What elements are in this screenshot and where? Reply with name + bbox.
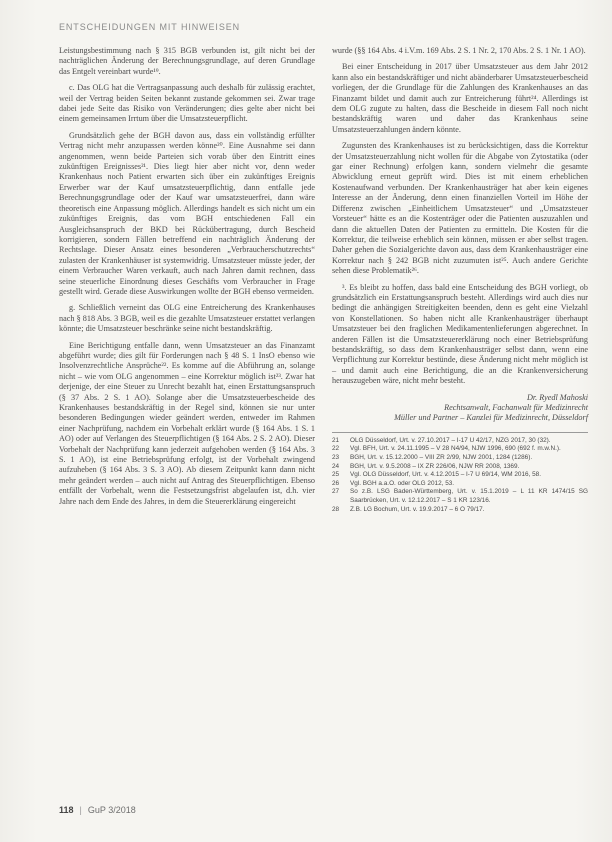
paragraph: g. Schließlich verneint das OLG eine Entreicherung des Krankenhauses nach § 818 Abs. 3 BGB, weil es die gezahlte Umsatzsteuer erstattet verlangen könnte; die Umsatzsteuer beschränke seine nicht bestandskräftig. <box>59 303 315 334</box>
author-block <box>332 393 588 424</box>
paragraph: wurde (§§ 164 Abs. 4 i.V.m. 169 Abs. 2 S. 1 Nr. 2, 170 Abs. 2 S. 1 Nr. 1 AO). <box>332 46 586 55</box>
running-header: ENTSCHEIDUNGEN MIT HINWEISEN <box>59 22 241 32</box>
footnote-text: Z.B. LG Bochum, Urt. v. 19.9.2017 – 6 O 79/17. <box>350 505 485 513</box>
footnote-item <box>332 471 588 480</box>
footnote-divider <box>332 432 588 433</box>
footnote-number: 24 <box>332 462 340 470</box>
footnote-item <box>332 437 588 446</box>
footnote-item <box>332 506 588 515</box>
paragraph: Leistungsbestimmung nach § 315 BGB verbunden ist, gilt nicht bei der nachträglichen Änderung der Berechnungsgrundlage, auf deren Grundlage das Entgelt vereinbart wurde¹⁹. <box>59 46 315 76</box>
footnotes <box>332 437 588 514</box>
footnote-number: 21 <box>332 436 340 444</box>
footnote-number: 23 <box>332 454 340 461</box>
footnote-item <box>332 454 588 463</box>
paragraph: ³. Es bleibt zu hoffen, dass bald eine Entscheidung des BGH vorliegt, ob grundsätzlich ein Erstattungsanspruch besteht. Allerdings wird auch dies nur bedingt die anhängigen Streitigkeiten beenden, denn es geht eine Vielzahl von Konstellationen. So haben nicht alle Krankenhausträger überhaupt Umsatzsteuer bei den fraglichen Medikamentenlieferungen abgerechnet. In anderen Fällen ist die Umsatzsteuererklärung noch einer Betriebsprüfung bestandskräftig, so dass dem Krankenhausträger selbst dann, wenn eine Verpflichtung zur Korrektur bestünde, diese Änderung nicht mehr möglich ist – und damit auch eine Berichtigung, die an die Krankenversicherung herauszugeben wäre, nicht mehr besteht. <box>332 282 588 386</box>
footnote-number: 27 <box>332 488 340 496</box>
footnote-item <box>332 480 588 489</box>
paragraph: c. Das OLG hat die Vertragsanpassung auch deshalb für zulässig erachtet, weil der Vertrag beiden Seiten bekannt zustande gekommen sei. Zwar trage dabei jede Seite das Risiko von Veränderungen; dies gelte aber nicht bei einem gemeinsamen Irrtum über die Umsatzsteuerpflicht. <box>59 83 315 124</box>
footnote-text: BGH, Urt. v. 15.12.2000 – VIII ZR 2/99, NJW 2001, 1284 (1286). <box>350 454 533 461</box>
author-name: Dr. Ryedl Mahoski <box>526 392 588 402</box>
footnote-item <box>332 463 588 472</box>
footnote-text: OLG Düsseldorf, Urt. v. 27.10.2017 – I-17 U 42/17, NZG 2017, 30 (32). <box>350 436 551 444</box>
page-footer <box>59 805 136 815</box>
page-number: 118 <box>59 805 74 815</box>
footnote-item <box>332 445 588 454</box>
footnote-text: Vgl. BGH a.a.O. oder OLG 2012, 53. <box>350 479 455 487</box>
paragraph: Bei einer Entscheidung in 2017 über Umsatzsteuer aus dem Jahr 2012 kann also ein bestandskräftiger und nicht abänderbarer Umsatzsteuerbescheid vorliegen, der die Grundlage für die Zahlungen des Krankenhauses an das Finanzamt bildet und damit auch zur Entreicherung führt²⁴. Allerdings ist dem OLG zugute zu halten, dass die Bescheide in diesem Fall noch nicht bestandskräftig waren und daher das Krankenhaus seine Umsatzsteuerzahlungen ändern könnte. <box>332 62 588 134</box>
footnote-item <box>332 488 588 505</box>
footnote-text: Vgl. OLG Düsseldorf, Urt. v. 4.12.2015 – I-7 U 69/14, WM 2016, 58. <box>350 471 541 479</box>
footnote-text: Vgl. BFH, Urt. v. 24.11.1995 – V 28 N4/94, NJW 1996, 690 (692 f. m.w.N.). <box>350 445 561 453</box>
paragraph: Grundsätzlich gehe der BGH davon aus, dass ein vollständig erfüllter Vertrag nicht mehr anzupassen werden könne²⁰. Eine Ausnahme sei dann angenommen, wenn beide Parteien sich vorab über den Eintritt eines zukünftigen Ereignisses²¹. Dies liegt hier aber nicht vor, denn weder Krankenhaus noch Patient erwarten sich über ein zukünftiges Ereignis Erwerber war der Kauf umsatzsteuerpflichtig, dann entfalle jede Berechnungsgrundlage oder der Kauf war umsatzsteuerfrei, dann wäre theoretisch eine Anpassung möglich. Allerdings handelt es sich nicht um ein zukünftiges Ereignis, das vom BGH entschiedenen Fall ein Ausgleichsanspruch der BKD bei Rückübertragung, durch Bescheid korrigieren, sondern Fällen betreffend ein nachträglich Änderung der Rechtslage. Dieser Ansatz eines besonderen „Verbraucherschutzrechts“ zulasten der Krankenhäuser ist systemwidrig. Umsatzsteuer müsste jeder, der einem Verbraucher Waren verkauft, auch nach Jahren damit rechnen, dass seine steuerliche Einordnung dieses Geschäfts vom Verbraucher in Frage gestellt wird. Gerade diese Auswirkungen wollte der BGH ebenso vermeiden. <box>59 130 315 296</box>
footnote-number: 28 <box>332 505 340 513</box>
paragraph: Eine Berichtigung entfalle dann, wenn Umsatzsteuer an das Finanzamt abgeführt wurde; dies gilt für Forderungen nach § 48 S. 1 InsO ebenso wie Insolvenzrechtliche Ansprüche²². Es komme auf die Abführung an, solange nicht – wie vom OLG angenommen – eine Korrektur möglich ist²³. Zwar hat derjenige, der eine Steuer zu Unrecht bezahlt hat, einen Erstattungsanspruch (§ 37 Abs. 2 S. 1 AO). Solange aber die Umsatzsteuerbescheide des Krankenhauses bestandskräftig in der Regel sind, können sie nur unter besonderen Bedingungen wieder geändert werden, entweder im Rahmen einer Nachprüfung, nachdem ein Vorbehalt erklärt wurde (§ 164 Abs. 1 S. 1 AO) oder auf Verlangen des Steuerpflichtigen (§ 164 Abs. 2 S. 2 AO). Dieser Vorbehalt der Nachprüfung kann jederzeit aufgehoben werden (§ 164 Abs. 3 S. 1 AO), ist eine Betriebsprüfung erfolgt, ist der Vorbehalt zwingend aufzuheben (§ 164 Abs. 3 S. 3 AO). Ab diesem Zeitpunkt kann dann nicht mehr geändert werden – auch nicht auf Antrag des Steuerpflichtigen. Ebenso entfällt der Vorbehalt, wenn die Festsetzungsfrist abgelaufen ist, d.h. vier Jahre nach dem Ende des Jahres, in dem die Steuererklärung eingereicht <box>59 340 315 506</box>
footnote-text: So z.B. LSG Baden-Württemberg, Urt. v. 15.1.2019 – L 11 KR 1474/15 SG Saarbrücken, Urt. v. 12.12.2017 – S 1 KR 123/16. <box>350 488 588 504</box>
footnote-number: 26 <box>332 479 340 487</box>
footnote-number: 22 <box>332 445 340 453</box>
footnote-number: 25 <box>332 471 340 479</box>
right-column <box>332 46 588 514</box>
left-column <box>59 46 315 513</box>
author-title: Rechtsanwalt, Fachanwalt für Medizinrecht <box>444 403 588 412</box>
footnote-text: BGH, Urt. v. 9.5.2008 – IX ZR 226/06, NJW RR 2008, 1369. <box>350 462 520 470</box>
author-firm: Müller und Partner – Kanzlei für Medizinrecht, Düsseldorf <box>394 413 588 423</box>
footer-separator: | <box>79 805 82 815</box>
paragraph: Zugunsten des Krankenhauses ist zu berücksichtigen, dass die Korrektur der Umsatzsteuerzahlung nicht wollen für die Abgabe von Zytostatika (oder gar einer Rechnung) erfolgen kann, sondern vielmehr die gesamte Abwicklung erneut geprüft wird. Dies ist mit einem erheblichen Kostenaufwand verbunden. Der Krankenhausträger hat aber kein eigenes Interesse an der Änderung, denn einen finanziellen Vorteil im Höhe der Differenz zwischen „Einheitlichem Umsatzsteuer“ und „Umsatzsteuer Vorsteuer“ hätte es an die Kostenträger oder die Patienten auszuzahlen und dann die aktuellen Daten der Patienten zu ermitteln. Die Kosten für die Korrektur, die teilweise erheblich sein können, müssen er aber selbst tragen. Daher gehen die Sozialgerichte davon aus, dass dem Krankenhausträger eine Korrektur nach § 242 BGB nicht zuzumuten ist²⁵. Auch andere Gerichte sehen diese Problematik²⁶. <box>332 141 588 276</box>
journal-issue: GuP 3/2018 <box>87 805 136 815</box>
